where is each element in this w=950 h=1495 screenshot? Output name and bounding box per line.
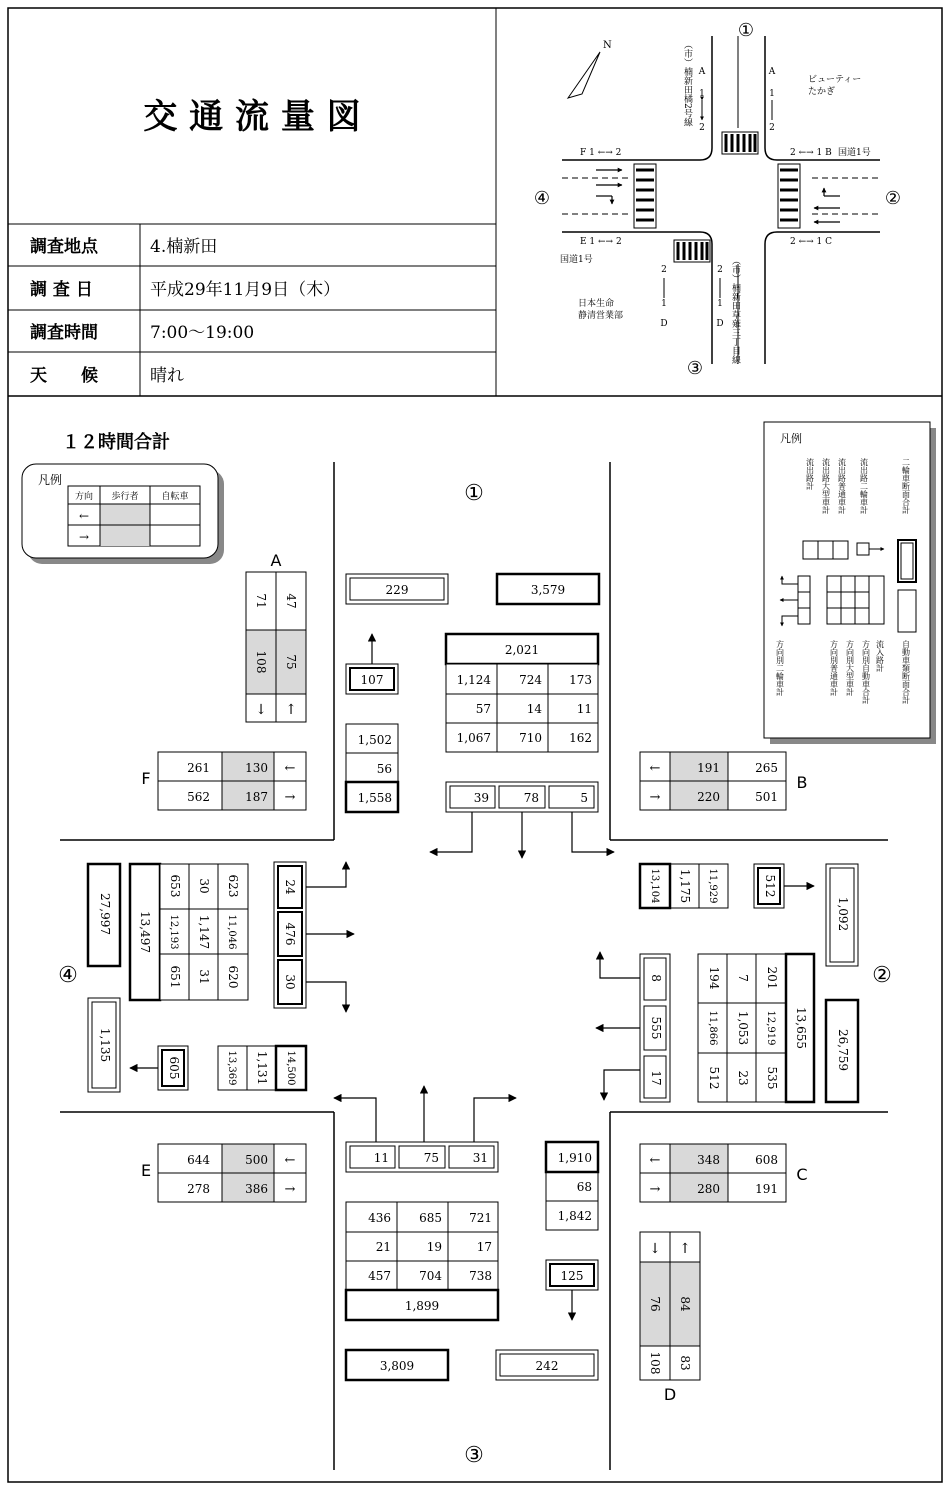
svg-text:187: 187 (245, 790, 268, 804)
location-map (534, 20, 901, 379)
svg-text:191: 191 (697, 761, 720, 775)
svg-text:歩行者: 歩行者 (111, 492, 139, 502)
svg-text:→: → (649, 1182, 661, 1197)
svg-text:1,842: 1,842 (557, 1209, 592, 1223)
map-road-label-south: （市）楠新田草薙三丁目線 (730, 256, 740, 364)
svg-text:5: 5 (580, 791, 588, 805)
svg-text:11,866: 11,866 (707, 1010, 718, 1046)
svg-text:8: 8 (649, 974, 663, 982)
svg-text:←: ← (649, 761, 661, 776)
info-value-weather: 晴れ (150, 366, 184, 386)
svg-text:194: 194 (707, 966, 721, 990)
svg-text:501: 501 (755, 790, 778, 804)
map-code-B: 2 ←→ 1 B (790, 148, 832, 158)
svg-text:A: A (698, 67, 706, 77)
svg-text:自転車: 自転車 (161, 492, 189, 502)
approach-south (334, 1086, 598, 1380)
svg-text:47: 47 (284, 593, 298, 609)
svg-text:1,910: 1,910 (557, 1151, 592, 1165)
map-national-route-bottom: 国道1号 (560, 255, 593, 265)
svg-text:75: 75 (284, 654, 298, 670)
svg-text:N: N (603, 40, 612, 51)
approach-east (596, 864, 858, 1102)
svg-text:17: 17 (649, 1070, 663, 1086)
svg-text:→: → (649, 790, 661, 805)
svg-text:685: 685 (419, 1211, 442, 1225)
north-out-bike: 229 (385, 583, 409, 597)
svg-text:17: 17 (476, 1240, 492, 1254)
svg-text:↓: ↓ (649, 1241, 661, 1257)
svg-text:方向: 方向 (74, 492, 94, 502)
north-arrow-icon (568, 40, 612, 98)
map-approach-1: ① (737, 20, 755, 41)
svg-text:2: 2 (699, 123, 705, 133)
legend-small (22, 464, 224, 564)
svg-text:←: ← (284, 761, 296, 776)
svg-text:→: → (78, 530, 90, 544)
south-total-cross: 3,809 (379, 1359, 415, 1373)
svg-text:←: ← (649, 1153, 661, 1168)
svg-text:653: 653 (168, 874, 182, 898)
info-label-time: 調査時間 (30, 323, 98, 343)
svg-text:623: 623 (226, 874, 240, 898)
svg-text:555: 555 (649, 1016, 663, 1040)
svg-text:11: 11 (576, 702, 592, 716)
svg-text:130: 130 (245, 761, 268, 775)
legend-large (764, 422, 936, 744)
svg-text:108: 108 (254, 650, 268, 674)
map-approach-3: ③ (686, 358, 704, 379)
approach-label-4: ④ (58, 963, 78, 988)
svg-text:78: 78 (523, 791, 539, 805)
svg-text:流入路計: 流入路計 (875, 640, 885, 672)
svg-text:173: 173 (569, 673, 592, 687)
svg-text:704: 704 (419, 1269, 442, 1283)
svg-text:D: D (716, 319, 724, 329)
svg-text:二輪車断面合計: 二輪車断面合計 (901, 458, 911, 514)
svg-text:方向別二輪車計: 方向別二輪車計 (775, 640, 785, 696)
south-out-bike: 242 (535, 1359, 559, 1373)
section-title: １２時間合計 (62, 432, 170, 453)
svg-text:39: 39 (473, 791, 489, 805)
approach-west (88, 862, 354, 1092)
svg-text:108: 108 (648, 1351, 662, 1375)
svg-text:凡例: 凡例 (780, 432, 802, 445)
svg-text:535: 535 (765, 1066, 779, 1090)
svg-text:1,175: 1,175 (678, 868, 692, 904)
svg-text:1,502: 1,502 (357, 733, 392, 747)
svg-text:2: 2 (661, 265, 667, 275)
svg-text:12,919: 12,919 (765, 1010, 776, 1046)
info-value-date: 平成29年11月9日（木） (150, 280, 341, 300)
svg-text:31: 31 (197, 969, 211, 985)
svg-text:83: 83 (678, 1355, 692, 1371)
map-road-label-north: （市）楠新田橘2号線 (682, 40, 692, 127)
svg-text:1: 1 (769, 89, 775, 99)
svg-text:24: 24 (283, 879, 297, 895)
svg-text:11,929: 11,929 (707, 868, 718, 904)
svg-text:651: 651 (168, 965, 182, 989)
svg-text:D: D (660, 319, 668, 329)
south-in-bike: 125 (560, 1269, 584, 1283)
svg-text:84: 84 (678, 1296, 692, 1312)
map-code-E: E 1 ←→ 2 (580, 237, 622, 247)
map-approach-4: ④ (533, 188, 551, 209)
svg-text:1: 1 (661, 299, 667, 309)
header-info (8, 97, 496, 396)
svg-text:流出路二輪車計: 流出路二輪車計 (859, 458, 869, 514)
svg-text:278: 278 (187, 1182, 210, 1196)
svg-text:620: 620 (226, 965, 240, 989)
map-code-C: 2 ←→ 1 C (790, 237, 833, 247)
svg-text:1,053: 1,053 (736, 1010, 750, 1046)
svg-text:12,193: 12,193 (168, 914, 179, 950)
west-in-bike: 605 (167, 1056, 181, 1080)
svg-text:30: 30 (283, 974, 297, 990)
svg-text:流出路計: 流出路計 (805, 458, 815, 490)
north-in-bike: 107 (360, 673, 384, 687)
svg-text:自動車類断面合計: 自動車類断面合計 (901, 640, 911, 704)
east-in-bike: 512 (763, 874, 777, 898)
west-total-cross: 27,997 (98, 893, 112, 935)
svg-text:386: 386 (245, 1182, 268, 1196)
svg-text:721: 721 (469, 1211, 492, 1225)
svg-text:A: A (768, 67, 776, 77)
svg-text:14: 14 (526, 702, 542, 716)
svg-text:644: 644 (187, 1153, 210, 1167)
west-out-bike: 1,135 (98, 1027, 112, 1063)
info-value-location: 4.楠新田 (150, 237, 218, 257)
svg-text:B: B (796, 773, 808, 792)
svg-text:A: A (270, 551, 282, 570)
svg-text:11: 11 (373, 1151, 389, 1165)
svg-text:↑: ↑ (285, 702, 297, 718)
svg-text:68: 68 (576, 1180, 592, 1194)
svg-text:方向別自動車合計: 方向別自動車合計 (861, 640, 871, 704)
svg-text:←: ← (284, 1153, 296, 1168)
svg-text:608: 608 (755, 1153, 778, 1167)
svg-text:191: 191 (755, 1182, 778, 1196)
svg-text:1: 1 (717, 299, 723, 309)
svg-text:2: 2 (717, 265, 723, 275)
svg-text:71: 71 (254, 593, 268, 609)
svg-text:→: → (284, 1182, 296, 1197)
svg-text:13,369: 13,369 (226, 1050, 237, 1086)
page-title: 交 通 流 量 図 (143, 97, 361, 137)
approach-label-3: ③ (464, 1443, 484, 1468)
east-in-total: 13,655 (794, 1007, 808, 1049)
svg-text:162: 162 (569, 731, 592, 745)
map-office-label: 日本生命静清営業部 (578, 299, 624, 321)
info-label-weather: 天 候 (30, 366, 98, 386)
svg-text:512: 512 (707, 1066, 721, 1090)
crosswalk-A (246, 551, 306, 722)
svg-text:56: 56 (376, 762, 392, 776)
south-in-total: 1,899 (404, 1299, 440, 1313)
svg-text:1,124: 1,124 (456, 673, 491, 687)
svg-text:C: C (796, 1165, 808, 1184)
svg-text:31: 31 (472, 1151, 488, 1165)
svg-text:11,046: 11,046 (226, 914, 237, 950)
svg-text:1,131: 1,131 (255, 1050, 269, 1086)
map-shop-label: ビューティーたかぎ (808, 75, 862, 97)
approach-label-2: ② (872, 963, 892, 988)
crosswalk-D (640, 1232, 700, 1404)
svg-text:500: 500 (245, 1153, 268, 1167)
svg-text:738: 738 (469, 1269, 492, 1283)
west-in-total: 13,497 (138, 911, 152, 953)
svg-text:←: ← (78, 509, 90, 523)
map-approach-2: ② (884, 188, 902, 209)
approach-label-1: ① (464, 481, 484, 506)
svg-text:21: 21 (375, 1240, 391, 1254)
svg-text:13,104: 13,104 (649, 868, 660, 904)
svg-text:D: D (663, 1385, 677, 1404)
svg-text:348: 348 (697, 1153, 720, 1167)
svg-text:457: 457 (368, 1269, 391, 1283)
crosswalk-F (141, 752, 306, 810)
svg-text:265: 265 (755, 761, 778, 775)
map-code-F: F 1 ←→ 2 (580, 148, 622, 158)
info-label-date: 調 査 日 (30, 280, 93, 300)
svg-text:↑: ↑ (679, 1241, 691, 1257)
svg-text:→: → (284, 790, 296, 805)
svg-text:方向別大型車計: 方向別大型車計 (845, 640, 855, 696)
svg-text:75: 75 (423, 1151, 439, 1165)
svg-text:261: 261 (187, 761, 210, 775)
map-national-route-top: 国道1号 (838, 148, 871, 158)
svg-text:57: 57 (475, 702, 491, 716)
svg-text:562: 562 (187, 790, 210, 804)
svg-text:E: E (140, 1161, 152, 1180)
svg-text:流出路大型車計: 流出路大型車計 (821, 458, 831, 514)
svg-text:F: F (141, 769, 151, 788)
svg-text:23: 23 (736, 1070, 750, 1086)
svg-text:280: 280 (697, 1182, 720, 1196)
info-label-location: 調査地点 (30, 237, 98, 257)
crosswalk-B (640, 752, 807, 810)
svg-text:14,500: 14,500 (285, 1050, 296, 1086)
info-value-time: 7:00〜19:00 (150, 323, 255, 343)
svg-text:1,067: 1,067 (456, 731, 491, 745)
svg-text:1,558: 1,558 (357, 791, 392, 805)
svg-text:1: 1 (699, 89, 705, 99)
svg-text:436: 436 (368, 1211, 391, 1225)
svg-text:1,147: 1,147 (197, 914, 211, 950)
east-total-cross: 26,759 (836, 1029, 850, 1071)
north-total-cross: 3,579 (530, 583, 566, 597)
svg-text:476: 476 (283, 922, 297, 946)
north-in-total: 2,021 (504, 643, 540, 657)
svg-text:方向別普通車計: 方向別普通車計 (829, 640, 839, 696)
approach-north (346, 574, 614, 858)
svg-text:220: 220 (697, 790, 720, 804)
svg-text:↓: ↓ (255, 702, 267, 718)
crosswalk-C (640, 1144, 808, 1202)
svg-text:201: 201 (765, 966, 779, 990)
svg-text:19: 19 (426, 1240, 442, 1254)
svg-text:7: 7 (736, 974, 750, 982)
svg-text:724: 724 (519, 673, 542, 687)
crosswalk-E (141, 1144, 306, 1202)
svg-text:76: 76 (648, 1296, 662, 1312)
svg-text:凡例: 凡例 (38, 473, 63, 487)
svg-text:710: 710 (519, 731, 542, 745)
svg-text:30: 30 (197, 878, 211, 894)
svg-text:2: 2 (769, 123, 775, 133)
east-out-bike: 1,092 (836, 896, 850, 932)
svg-text:流出路普通車計: 流出路普通車計 (837, 458, 847, 514)
